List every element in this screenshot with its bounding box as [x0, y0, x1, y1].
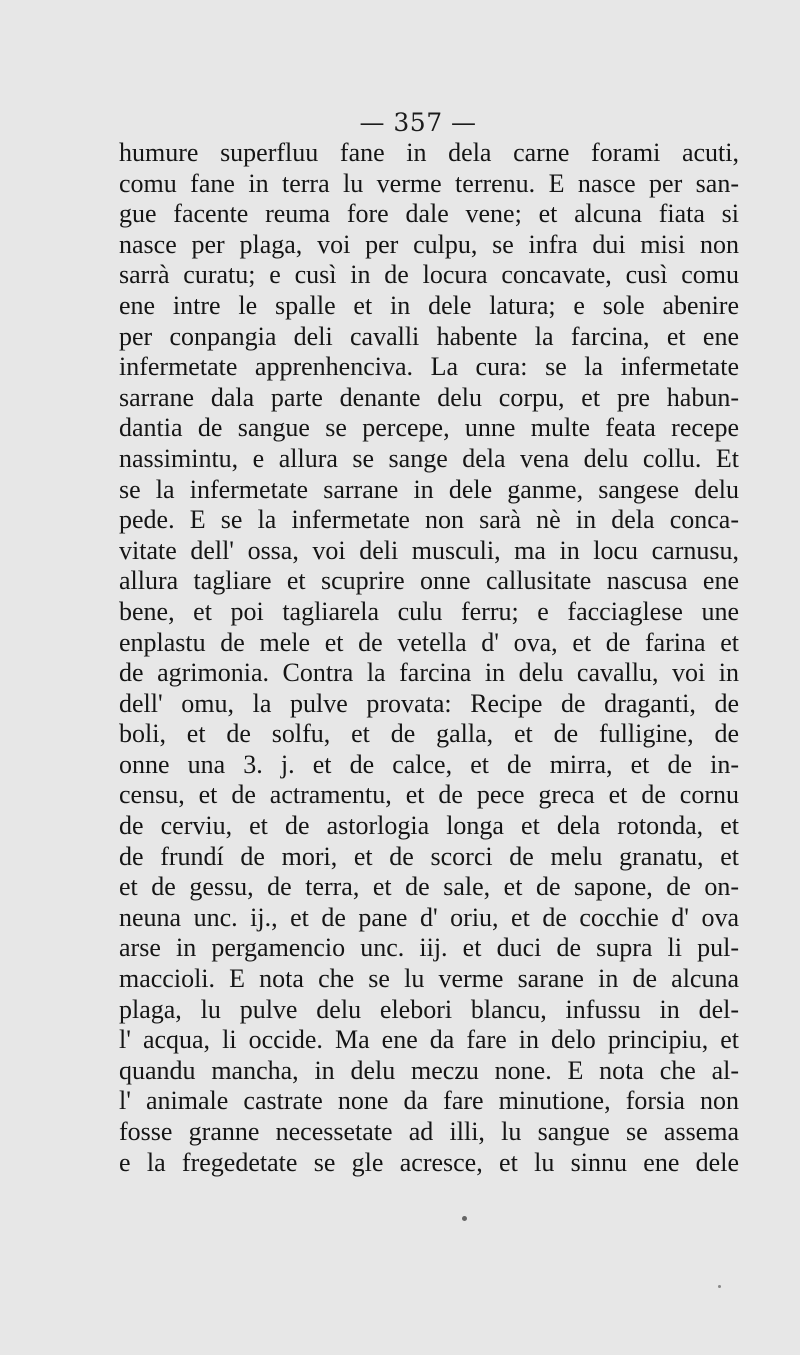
text-line: humure superfluu fane in dela carne forami acuti, — [119, 138, 739, 167]
text-line: allura tagliare et scuprire onne callusitate nascusa ene — [119, 566, 739, 596]
text-line: bene, et poi tagliarela culu ferru; e facciaglese une — [119, 596, 739, 626]
text-line: maccioli. E nota che se lu verme sarane in de alcuna — [119, 964, 739, 994]
text-line: infermetate apprenhenciva. La cura: se la infermetate — [119, 352, 739, 382]
text-line: arse in pergamencio unc. iij. et duci de supra li pul- — [119, 933, 739, 963]
text-line: l' acqua, li occide. Ma ene da fare in delo principiu, et — [119, 1025, 739, 1055]
text-line: de agrimonia. Contra la farcina in delu cavallu, voi in — [119, 658, 739, 688]
text-line: quandu mancha, in delu meczu none. E nota che al- — [119, 1055, 739, 1085]
text-line: onne una 3. j. et de calce, et de mirra, et de in- — [119, 749, 739, 779]
text-line: fosse granne necessetate ad illi, lu sangue se assema — [119, 1117, 739, 1146]
text-line: censu, et de actramentu, et de pece greca et de cornu — [119, 780, 739, 810]
text-line: per conpangia deli cavalli habente la farcina, et ene — [119, 321, 739, 351]
text-line: plaga, lu pulve delu elebori blancu, infussu in del- — [119, 994, 739, 1024]
ink-speck — [718, 1285, 721, 1288]
text-line: dantia de sangue se percepe, unne multe feata recepe — [119, 413, 739, 443]
text-line: enplastu de mele et de vetella d' ova, et de farina et — [119, 627, 739, 657]
text-line: et de gessu, de terra, et de sale, et de sapone, de on- — [119, 872, 739, 902]
text-line: sarrà curatu; e cusì in de locura concavate, cusì comu — [119, 260, 739, 290]
text-line: comu fane in terra lu verme terrenu. E nasce per san- — [119, 168, 739, 198]
text-line: sarrane dala parte denante delu corpu, et pre habun- — [119, 382, 739, 412]
page-number: — 357 — — [359, 108, 477, 137]
text-line: de cerviu, et de astorlogia longa et dela rotonda, et — [119, 811, 739, 841]
text-line: e la fregedetate se gle acresce, et lu sinnu ene dele — [119, 1147, 739, 1177]
ink-speck — [462, 1216, 467, 1221]
text-line: gue facente reuma fore dale vene; et alcuna fiata si — [119, 199, 739, 229]
text-line: nasce per plaga, voi per culpu, se infra dui misi non — [119, 229, 739, 259]
text-line: nassimintu, e allura se sange dela vena delu collu. Et — [119, 443, 739, 473]
text-line: dell' omu, la pulve provata: Recipe de draganti, de — [119, 688, 739, 718]
text-line: pede. E se la infermetate non sarà nè in dela conca- — [119, 505, 739, 535]
text-line: vitate dell' ossa, voi deli musculi, ma in locu carnusu, — [119, 535, 739, 565]
text-line: se la infermetate sarrane in dele ganme, sangese delu — [119, 474, 739, 504]
text-line: ene intre le spalle et in dele latura; e sole abenire — [119, 290, 739, 320]
text-line: l' animale castrate none da fare minutione, forsia non — [119, 1086, 739, 1116]
body-text — [119, 138, 739, 1178]
text-line: neuna unc. ij., et de pane d' oriu, et de cocchie d' ova — [119, 902, 739, 932]
text-line: boli, et de solfu, et de galla, et de fulligine, de — [119, 719, 739, 749]
text-line: de frundí de mori, et de scorci de melu granatu, et — [119, 841, 739, 871]
